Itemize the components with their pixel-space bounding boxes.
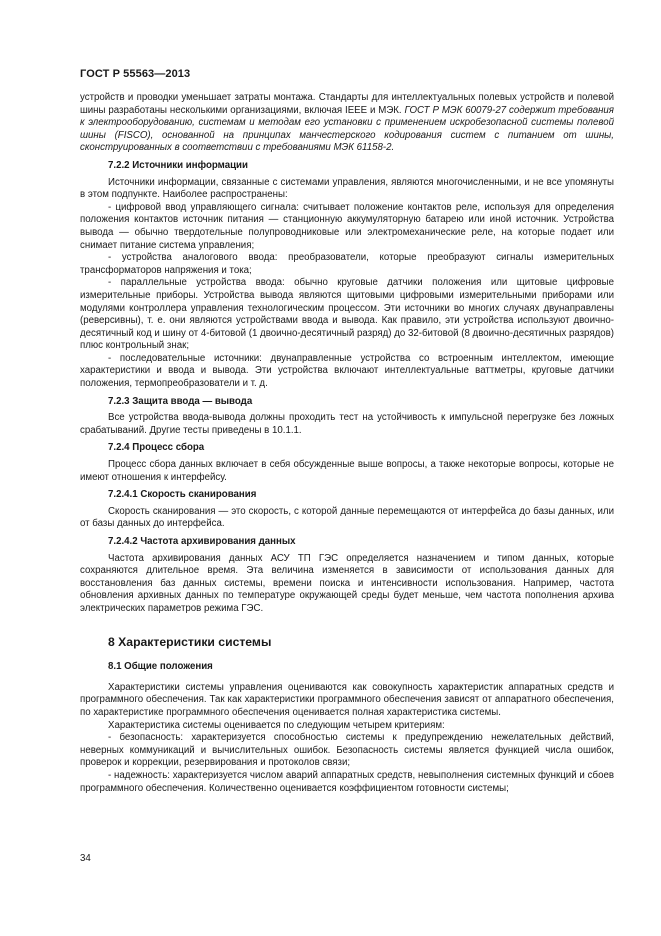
- list-item: - цифровой ввод управляющего сигнала: считывает положение контактов реле, используя для определения положения контактов источник питания — станционную аккумуляторную батарею или иной источник. Устройства вывода — обычно твердотельные полупроводниковые или электромеханические реле, на которые подает или снимает питание система управления;: [80, 201, 614, 251]
- list-item: - устройства аналогового ввода: преобразователи, которые преобразуют сигналы измерительных трансформаторов напряжения и тока;: [80, 252, 614, 276]
- section-heading-8-1: 8.1 Общие положения: [108, 661, 213, 673]
- section-heading-7-2-4: 7.2.4 Процесс сбора: [108, 442, 205, 454]
- list-item: - последовательные источники: двунаправленные устройства со встроенным интеллектом, имеющие характеристики и ввода и вывода. Эти устройства включают интеллектуальные ваттметры, круговые датчики положения, термопреобразователи и т. д.: [80, 352, 614, 390]
- page-number: 34: [80, 853, 91, 864]
- paragraph: Характеристики системы управления оцениваются как совокупность характеристик аппаратных средств и программного обеспечения. Так как характеристики программного обеспечения зависят от аппаратного обеспечения, по характеристике программного обеспечения оценивается полная характеристика системы.: [80, 681, 614, 718]
- paragraph: Характеристика системы оценивается по следующим четырем критериям:: [108, 719, 445, 731]
- chapter-heading-8: 8 Характеристики системы: [108, 634, 272, 649]
- list-item: - надежность: характеризуется числом аварий аппаратных средств, невыполнения системных функций и сбоев программного обеспечения. Количественно оценивается коэффициентом готовности системы;: [80, 769, 614, 794]
- paragraph: Скорость сканирования — это скорость, с которой данные перемещаются от интерфейса до базы данных, или от базы данных до интерфейса.: [80, 505, 614, 530]
- italic-note: ГОСТ Р МЭК 60079-27 содержит требования к электрооборудованию, системам и методам его установки с применением искробезопасной системы полевой шины (FISCO), основанной на принципах манчестерского кодирования систем с питанием от шины, сконструированных в соответствии с требованиями МЭК 61158-2.: [80, 104, 614, 154]
- list-item: - безопасность: характеризуется способностью системы к предупреждению нежелательных действий, неверных коммуникаций и вычислительных ошибок. Безопасность системы является функцией числа ошибок, проверок и коррекции, резервирования и протоколов связи;: [80, 732, 614, 769]
- paragraph-text: устройств и проводки уменьшает затраты монтажа. Стандарты для интеллектуальных полевых устройств и полевой шины разработаны несколькими организациями, включая IEEE и МЭК.: [80, 92, 614, 116]
- section-heading-7-2-4-2: 7.2.4.2 Частота архивирования данных: [108, 536, 296, 547]
- list-item: - параллельные устройства ввода: обычно круговые датчики положения или щитовые цифровые измерительные приборы. Устройства вывода являются щитовыми цифровыми измерительными приборами или модулями контроллера управления технологическим процессом. Эти источники во многих случаях двунаправлены (реверсивны), т. е. они являются устройствами ввода и вывода. Как правило, эти устройства используют двоично-десятичный код и шину от 4-битовой (1 двоично-десятичный разряд) до 32-битовой (8 двоично-десятичных разрядов) плюс контрольный знак;: [80, 277, 614, 352]
- document-body: [80, 92, 614, 795]
- section-heading-7-2-4-1: 7.2.4.1 Скорость сканирования: [108, 489, 257, 501]
- paragraph: [80, 92, 614, 155]
- section-heading-7-2-3: 7.2.3 Защита ввода — вывода: [108, 395, 253, 407]
- paragraph: Все устройства ввода-вывода должны проходить тест на устойчивость к импульсной перегрузке без ложных срабатываний. Другие тесты приведены в 10.1.1.: [80, 412, 614, 436]
- section-heading-7-2-2: 7.2.2 Источники информации: [108, 159, 248, 171]
- paragraph: Процесс сбора данных включает в себя обсужденные выше вопросы, а также некоторые вопросы, которые не имеют отношения к интерфейсу.: [80, 459, 614, 483]
- paragraph: Частота архивирования данных АСУ ТП ГЭС определяется назначением и типом данных, которые сохраняются длительное время. Эта величина изменяется в зависимости от использования данных для восстановления баз данных системы, времени поиска и интенсивности использования. Например, частота обновления архивных данных по температуре окружающей среды будет меньше, чем частота пополнения архива электрических параметров режима ГЭС.: [80, 552, 614, 614]
- document-header: ГОСТ Р 55563—2013: [80, 68, 191, 80]
- paragraph: Источники информации, связанные с системами управления, являются многочисленными, и не все упомянуты в этом подпункте. Наиболее распространены:: [80, 176, 614, 201]
